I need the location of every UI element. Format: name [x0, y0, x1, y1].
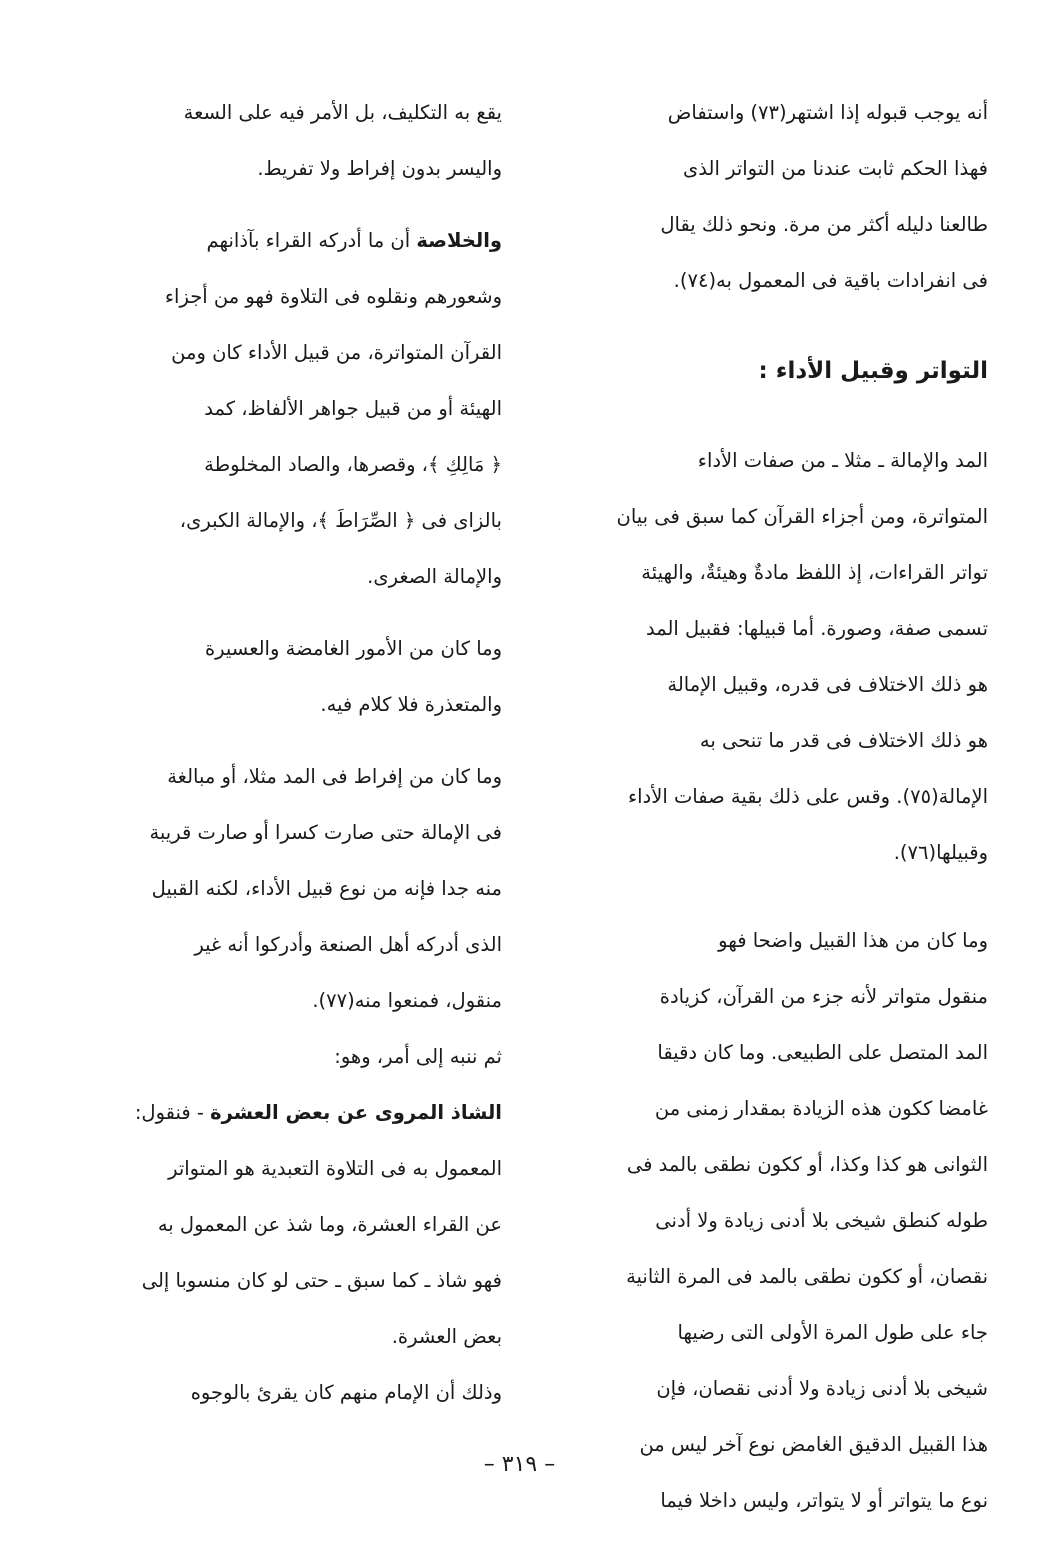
left-column	[58, 85, 502, 1421]
spacer	[58, 733, 502, 749]
paragraph: وذلك أن الإمام منهم كان يقرئ بالوجوه	[190, 1381, 502, 1404]
spacer	[540, 401, 988, 433]
paragraph: وما كان من إفراط فى المد مثلا، أو مبالغة فى الإمالة حتى صارت كسرا أو صارت قريبة منه جدا فإنه من نوع قبيل الأداء، لكنه القبيل الذى أدركه أهل الصنعة وأدركوا أنه غير منقول، فمنعوا منه(٧٧).	[149, 765, 502, 1012]
paragraph: ثم ننبه إلى أمر، وهو:	[334, 1045, 502, 1068]
right-column	[540, 85, 988, 1529]
spacer	[58, 197, 502, 213]
paragraph-text: أن ما أدركه القراء بآذانهم وشعورهم ونقلوه فى التلاوة فهو من أجزاء القرآن المتواترة، من قبيل الأداء كان ومن الهيئة أو من قبيل جواهر الألفاظ، كمد ﴿ مَالِكِ ﴾، وقصرها، والصاد المخلوطة بالزاى فى ﴿ الصِّرَاطَ ﴾، والإمالة الكبرى، والإمالة الصغرى.	[164, 229, 502, 588]
subsection-title: الشاذ المروى عن بعض العشرة	[210, 1101, 502, 1124]
spacer	[540, 309, 988, 341]
paragraph	[58, 213, 502, 605]
paragraph: أنه يوجب قبوله إذا اشتهر(٧٣) واستفاض فهذا الحكم ثابت عندنا من التواتر الذى طالعنا دليله أكثر من مرة. ونحو ذلك يقال فى انفرادات باقية فى المعمول به(٧٤).	[660, 101, 988, 292]
paragraph: المد والإمالة ـ مثلا ـ من صفات الأداء المتواترة، ومن أجزاء القرآن كما سبق فى بيان تواتر القراءات، إذ اللفظ مادةٌ وهيئةٌ، والهيئة تسمى صفة، وصورة. أما قبيلها: فقبيل المد هو ذلك الاختلاف فى قدره، وقبيل الإمالة هو ذلك الاختلاف فى قدر ما تنحى به الإمالة(٧٥). وقس على ذلك بقية صفات الأداء وقبيلها(٧٦).	[616, 449, 988, 864]
paragraph: يقع به التكليف، بل الأمر فيه على السعة واليسر بدون إفراط ولا تفريط.	[183, 101, 502, 180]
subsection-tail: - فنقول:	[134, 1101, 211, 1124]
spacer	[58, 605, 502, 621]
spacer	[540, 881, 988, 913]
paragraph: وما كان من هذا القبيل واضحا فهو منقول متواتر لأنه جزء من القرآن، كزيادة المد المتصل على الطبيعى. وما كان دقيقا غامضا ككون هذه الزيادة بمقدار زمنى من الثوانى هو كذا وكذا، أو ككون نطقى بالمد فى طوله كنطق شيخى بلا أدنى زيادة ولا أدنى نقصان، أو ككون نطقى بالمد فى المرة الثانية جاء على طول المرة الأولى التى رضيها شيخى بلا أدنى زيادة ولا أدنى نقصان، فإن هذا القبيل الدقيق الغامض نوع آخر ليس من نوع ما يتواتر أو لا يتواتر، وليس داخلا فيما	[626, 929, 988, 1512]
subsection-heading	[58, 1085, 502, 1141]
paragraph: وما كان من الأمور الغامضة والعسيرة والمتعذرة فلا كلام فيه.	[204, 637, 502, 716]
page-number: – ٣١٩ –	[483, 1452, 556, 1477]
summary-lead: والخلاصة	[416, 229, 502, 252]
paragraph: المعمول به فى التلاوة التعبدية هو المتواتر عن القراء العشرة، وما شذ عن المعمول به فهو شاذ ـ كما سبق ـ حتى لو كان منسوبا إلى بعض العشرة.	[141, 1157, 502, 1348]
section-heading: التواتر وقبيل الأداء :	[758, 358, 988, 384]
